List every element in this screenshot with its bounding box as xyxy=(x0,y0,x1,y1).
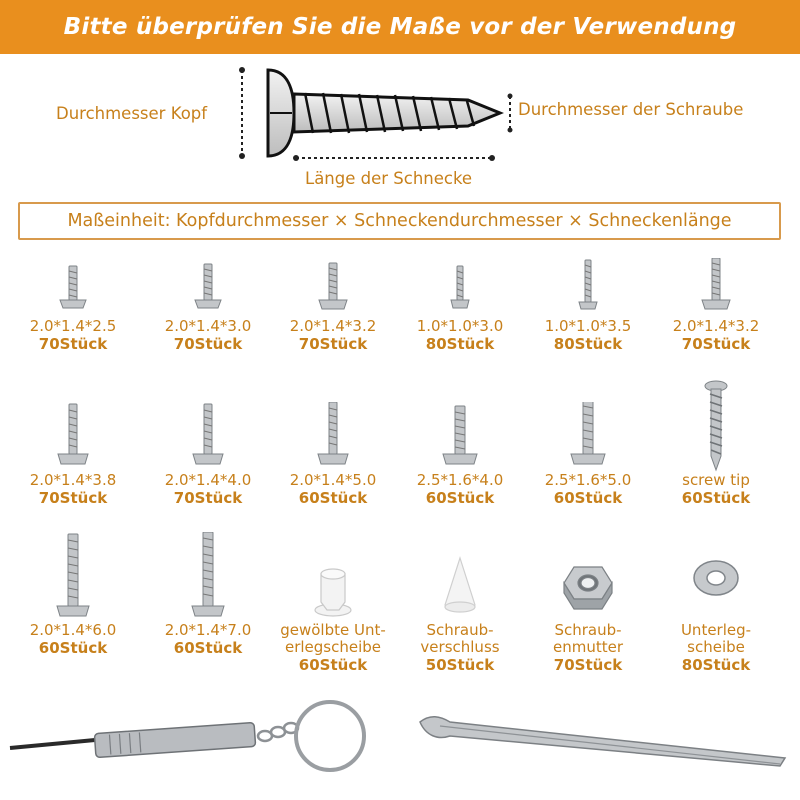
part-item xyxy=(395,555,525,674)
part-dimensions: 2.0*1.4*7.0 xyxy=(164,621,252,639)
flat-washer-icon xyxy=(686,548,746,622)
part-quantity: 60Stück xyxy=(298,656,368,674)
flat-head-screw-icon xyxy=(430,402,490,472)
domed-washer-icon xyxy=(303,560,363,622)
flat-head-screw-icon xyxy=(558,258,618,318)
part-item xyxy=(143,402,273,507)
part-item xyxy=(268,402,398,507)
length-label: Länge der Schnecke xyxy=(305,169,473,188)
part-dimensions: 2.0*1.4*3.8 xyxy=(29,471,117,489)
flat-head-screw-icon xyxy=(43,258,103,318)
flat-head-screw-icon xyxy=(43,532,103,622)
part-dimensions: 2.0*1.4*3.2 xyxy=(672,317,760,335)
part-quantity: 60Stück xyxy=(681,489,751,507)
part-dimensions: 1.0*1.0*3.5 xyxy=(544,317,632,335)
flat-head-screw-icon xyxy=(430,258,490,318)
flat-head-screw-icon xyxy=(178,402,238,472)
part-quantity: 60Stück xyxy=(553,489,623,507)
head-diameter-label: Durchmesser Kopf xyxy=(56,104,208,123)
part-quantity: 60Stück xyxy=(298,489,368,507)
wood-screw-icon xyxy=(686,380,746,472)
part-dimensions: 2.5*1.6*4.0 xyxy=(416,471,504,489)
part-item xyxy=(523,402,653,507)
part-dimensions: Schraub- enmutter xyxy=(552,621,623,656)
screw-cap-icon xyxy=(430,555,490,622)
part-dimensions: Schraub- verschluss xyxy=(420,621,500,656)
banner-title: Bitte überprüfen Sie die Maße vor der Verwendung xyxy=(63,14,737,40)
part-item xyxy=(8,258,138,353)
part-item xyxy=(8,402,138,507)
part-quantity: 80Stück xyxy=(425,335,495,353)
part-quantity: 80Stück xyxy=(553,335,623,353)
part-dimensions: 2.0*1.4*3.2 xyxy=(289,317,377,335)
part-dimensions: screw tip xyxy=(682,471,750,489)
screwdriver-keychain-icon xyxy=(0,700,400,800)
part-quantity: 70Stück xyxy=(173,489,243,507)
part-dimensions: 2.5*1.6*5.0 xyxy=(544,471,632,489)
part-dimensions: gewölbte Unt- erlegscheibe xyxy=(280,621,386,656)
flat-head-screw-icon xyxy=(558,402,618,472)
part-item xyxy=(143,532,273,657)
part-quantity: 50Stück xyxy=(425,656,495,674)
part-item xyxy=(268,258,398,353)
part-quantity: 60Stück xyxy=(173,639,243,657)
part-dimensions: Unterleg- scheibe xyxy=(680,621,752,656)
part-dimensions: 2.0*1.4*2.5 xyxy=(29,317,117,335)
part-item xyxy=(651,548,781,674)
part-item xyxy=(651,258,781,353)
part-dimensions: 2.0*1.4*6.0 xyxy=(29,621,117,639)
flat-head-screw-icon xyxy=(303,402,363,472)
flat-head-screw-icon xyxy=(43,402,103,472)
part-dimensions: 1.0*1.0*3.0 xyxy=(416,317,504,335)
part-quantity: 70Stück xyxy=(298,335,368,353)
part-dimensions: 2.0*1.4*5.0 xyxy=(289,471,377,489)
part-item xyxy=(395,402,525,507)
tweezers-icon xyxy=(400,700,800,800)
part-dimensions: 2.0*1.4*3.0 xyxy=(164,317,252,335)
part-quantity: 70Stück xyxy=(38,489,108,507)
part-item xyxy=(651,380,781,507)
part-dimensions: 2.0*1.4*4.0 xyxy=(164,471,252,489)
flat-head-screw-icon xyxy=(178,532,238,622)
part-quantity: 80Stück xyxy=(681,656,751,674)
part-item xyxy=(523,258,653,353)
part-quantity: 60Stück xyxy=(38,639,108,657)
part-quantity: 70Stück xyxy=(553,656,623,674)
unit-description: Maßeinheit: Kopfdurchmesser × Schneckendurchmesser × Schneckenlänge xyxy=(67,211,732,231)
part-item xyxy=(8,532,138,657)
screw-diameter-label: Durchmesser der Schraube xyxy=(518,100,744,119)
part-item xyxy=(523,555,653,674)
flat-head-screw-icon xyxy=(303,258,363,318)
part-item xyxy=(395,258,525,353)
part-quantity: 70Stück xyxy=(173,335,243,353)
part-quantity: 60Stück xyxy=(425,489,495,507)
part-item xyxy=(268,560,398,674)
flat-head-screw-icon xyxy=(686,258,746,318)
part-item xyxy=(143,258,273,353)
tools-section xyxy=(0,700,800,800)
part-quantity: 70Stück xyxy=(681,335,751,353)
flat-head-screw-icon xyxy=(178,258,238,318)
part-quantity: 70Stück xyxy=(38,335,108,353)
hex-nut-icon xyxy=(558,555,618,622)
